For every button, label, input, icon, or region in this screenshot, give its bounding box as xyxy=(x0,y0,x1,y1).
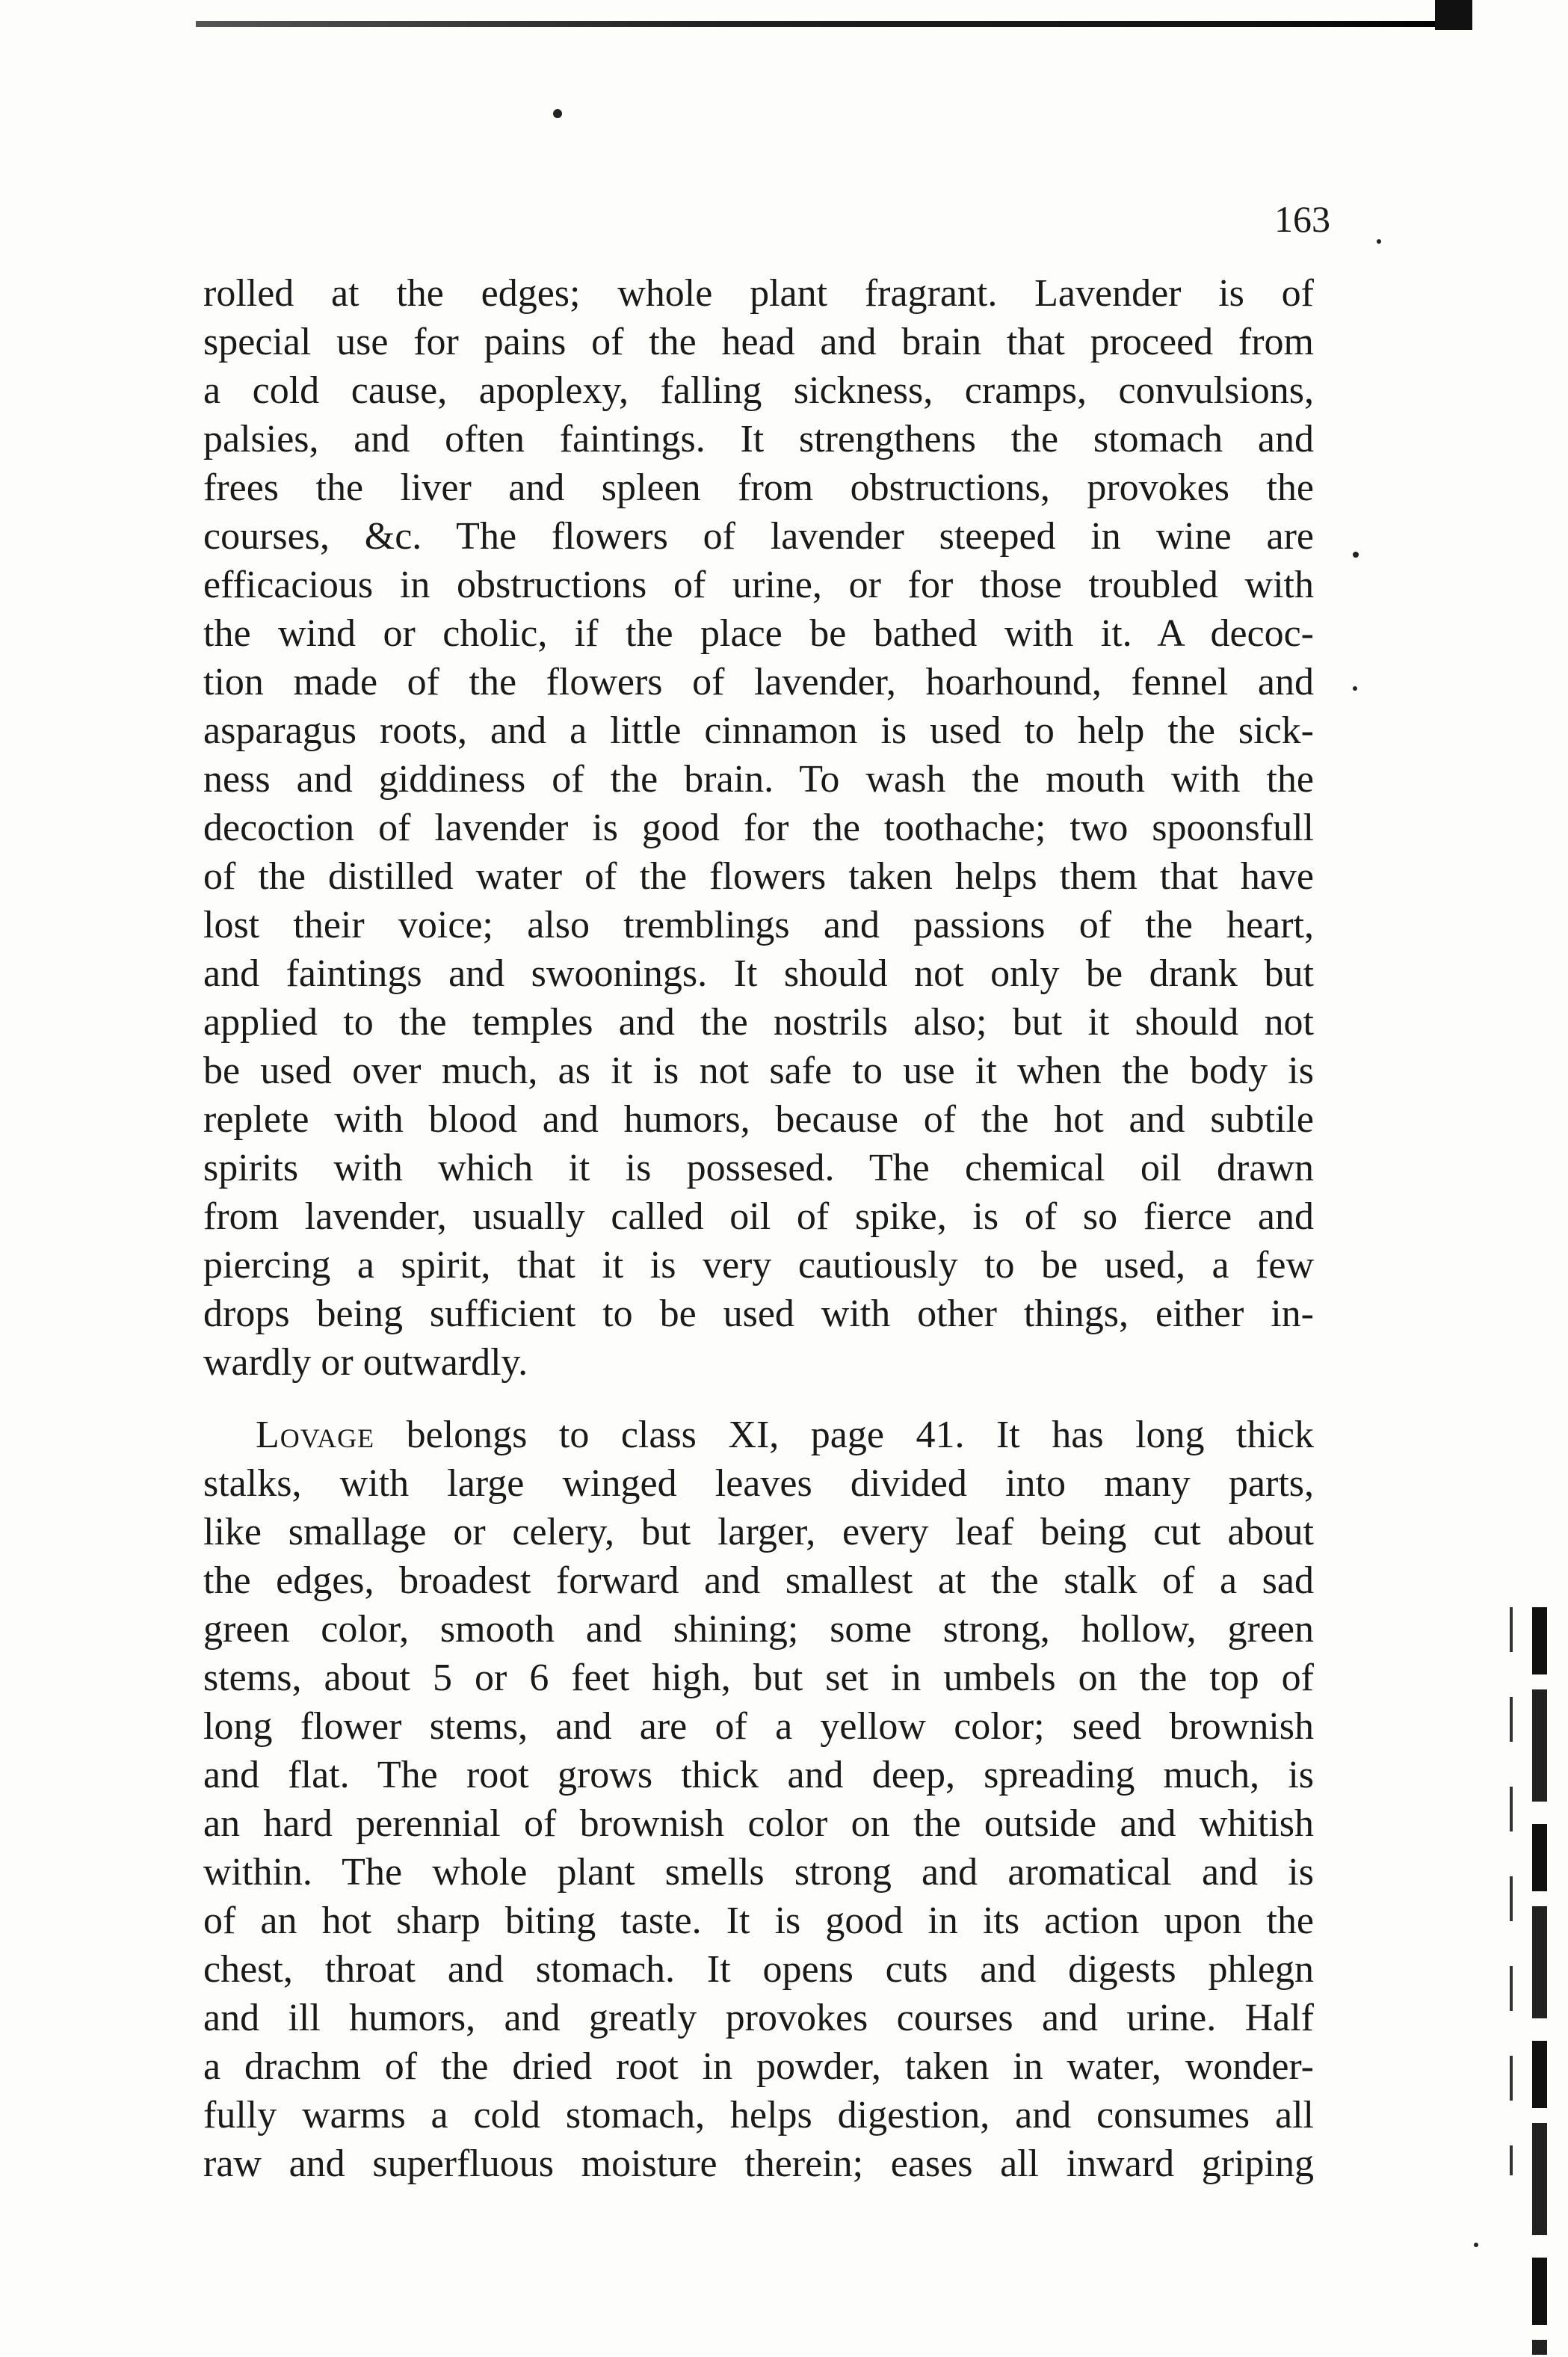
text-line: palsies, and often faintings. It strengthens the stomach and xyxy=(203,418,1314,460)
text-line: rolled at the edges; whole plant fragrant. Lavender is of xyxy=(203,272,1314,315)
text-line: spirits with which it is possesed. The chemical oil drawn xyxy=(203,1147,1314,1189)
text-line: a cold cause, apoplexy, falling sickness, cramps, convulsions, xyxy=(203,369,1314,412)
scan-top-rule-end xyxy=(1435,0,1472,30)
text-line: piercing a spirit, that it is very cautiously to be used, a few xyxy=(203,1244,1314,1287)
text-line: within. The whole plant smells strong and aromatical and is xyxy=(203,1851,1314,1894)
scan-speck xyxy=(1474,2243,1478,2247)
text-line: fully warms a cold stomach, helps digestion, and consumes all xyxy=(203,2094,1314,2136)
text-line: stems, about 5 or 6 feet high, but set in umbels on the top of xyxy=(203,1657,1314,1699)
text-line: green color, smooth and shining; some strong, hollow, green xyxy=(203,1608,1314,1651)
body-text xyxy=(203,269,1314,2188)
text-line: special use for pains of the head and brain that proceed from xyxy=(203,321,1314,363)
scan-speck xyxy=(553,109,562,118)
text-line: of an hot sharp biting taste. It is good in its action upon the xyxy=(203,1900,1314,1942)
text-line: from lavender, usually called oil of spike, is of so fierce and xyxy=(203,1195,1314,1238)
text-line: the edges, broadest forward and smallest at the stalk of a sad xyxy=(203,1559,1314,1602)
paragraph-gap xyxy=(203,1387,1314,1411)
scan-edge-marks xyxy=(1532,1607,1547,2355)
paragraph-lavender xyxy=(203,269,1314,1387)
text-line: courses, &c. The flowers of lavender steeped in wine are xyxy=(203,515,1314,558)
text-line: ness and giddiness of the brain. To wash the mouth with the xyxy=(203,758,1314,801)
scan-speck xyxy=(1353,552,1359,558)
text-line: like smallage or celery, but larger, every leaf being cut about xyxy=(203,1511,1314,1553)
text-line: lost their voice; also tremblings and passions of the heart, xyxy=(203,904,1314,946)
text-line: and ill humors, and greatly provokes courses and urine. Half xyxy=(203,1997,1314,2039)
scan-top-rule xyxy=(196,21,1466,27)
first-line-text: belongs to class XI, page 41. It has long thick xyxy=(374,1414,1314,1456)
text-line: a drachm of the dried root in powder, taken in water, wonder- xyxy=(203,2045,1314,2088)
text-line: efficacious in obstructions of urine, or for those troubled with xyxy=(203,564,1314,606)
text-line: asparagus roots, and a little cinnamon is used to help the sick- xyxy=(203,709,1314,752)
text-line: the wind or cholic, if the place be bathed with it. A decoc- xyxy=(203,612,1314,655)
text-line: and flat. The root grows thick and deep, spreading much, is xyxy=(203,1754,1314,1796)
text-line: decoction of lavender is good for the toothache; two spoonsfull xyxy=(203,807,1314,849)
page-number: 163 xyxy=(1274,198,1330,240)
text-line: raw and superfluous moisture therein; eases all inward griping xyxy=(203,2142,1314,2185)
text-line: chest, throat and stomach. It opens cuts and digests phlegn xyxy=(203,1948,1314,1991)
text-line: long flower stems, and are of a yellow color; seed brownish xyxy=(203,1705,1314,1748)
text-line: and faintings and swoonings. It should not only be drank but xyxy=(203,952,1314,995)
entry-heading-lovage: Lovage xyxy=(256,1414,375,1456)
text-line: an hard perennial of brownish color on the outside and whitish xyxy=(203,1802,1314,1845)
scan-speck xyxy=(1377,239,1381,244)
text-line: frees the liver and spleen from obstructions, provokes the xyxy=(203,466,1314,509)
scan-speck xyxy=(1353,686,1357,691)
text-line: replete with blood and humors, because of the hot and subtile xyxy=(203,1098,1314,1141)
text-line: be used over much, as it is not safe to use it when the body is xyxy=(203,1050,1314,1092)
text-line: of the distilled water of the flowers taken helps them that have xyxy=(203,855,1314,898)
text-line: stalks, with large winged leaves divided into many parts, xyxy=(203,1462,1314,1505)
paragraph-lovage xyxy=(203,1411,1314,2188)
text-line: drops being sufficient to be used with other things, either in- xyxy=(203,1293,1314,1335)
scan-edge-thin xyxy=(1510,1607,1513,2175)
text-line-first xyxy=(203,1411,1314,1459)
text-line: tion made of the flowers of lavender, hoarhound, fennel and xyxy=(203,661,1314,703)
text-line: wardly or outwardly. xyxy=(203,1341,528,1384)
text-line: applied to the temples and the nostrils also; but it should not xyxy=(203,1001,1314,1044)
